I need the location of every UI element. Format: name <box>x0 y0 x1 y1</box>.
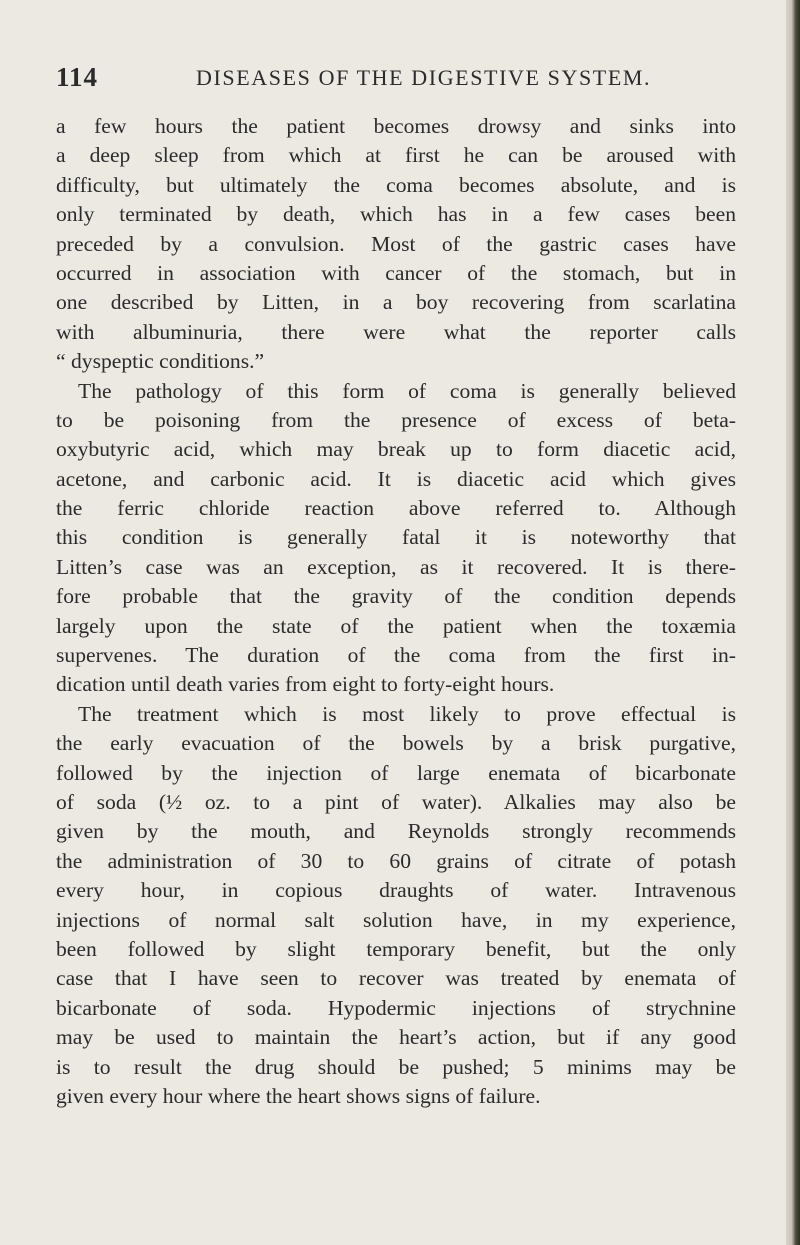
text-line: “ dyspeptic conditions.” <box>56 349 265 374</box>
text-line: difficulty, but ultimately the coma becomes absolute, and is <box>56 172 736 197</box>
text-line: is to result the drug should be pushed; 5 minims may be <box>56 1054 736 1079</box>
text-line: case that I have seen to recover was treated by enemata of <box>56 966 736 991</box>
text-line: one described by Litten, in a boy recovering from scarlatina <box>56 290 736 315</box>
text-line: bicarbonate of soda. Hypodermic injections of strychnine <box>56 995 736 1020</box>
text-line: The treatment which is most likely to prove effectual is <box>78 701 736 726</box>
text-line: may be used to maintain the heart’s action, but if any good <box>56 1025 736 1050</box>
page-header <box>56 62 736 98</box>
text-line: only terminated by death, which has in a few cases been <box>56 202 736 227</box>
text-line: the administration of 30 to 60 grains of citrate of potash <box>56 848 736 873</box>
page-edge <box>786 0 800 1245</box>
text-line: fore probable that the gravity of the condition depends <box>56 584 736 609</box>
text-line: the early evacuation of the bowels by a brisk purgative, <box>56 731 736 756</box>
text-line: followed by the injection of large enemata of bicarbonate <box>56 760 736 785</box>
text-line: oxybutyric acid, which may break up to form diacetic acid, <box>56 437 736 462</box>
text-line: the ferric chloride reaction above referred to. Although <box>56 496 736 521</box>
text-line: injections of normal salt solution have, in my experience, <box>56 907 736 932</box>
text-line: a few hours the patient becomes drowsy and sinks into <box>56 114 736 138</box>
text-line: been followed by slight temporary benefit, but the only <box>56 936 736 961</box>
body-text <box>56 112 736 1111</box>
text-line: occurred in association with cancer of the stomach, but in <box>56 260 736 285</box>
text-line: given every hour where the heart shows signs of failure. <box>56 1083 541 1108</box>
text-line: a deep sleep from which at first he can be aroused with <box>56 143 736 168</box>
running-head: DISEASES OF THE DIGESTIVE SYSTEM. <box>196 65 652 90</box>
text-line: of soda (½ oz. to a pint of water). Alkalies may also be <box>56 789 736 814</box>
text-line: dication until death varies from eight to forty-eight hours. <box>56 672 555 697</box>
text-line: acetone, and carbonic acid. It is diacetic acid which gives <box>56 466 736 491</box>
text-line: largely upon the state of the patient when the toxæmia <box>56 613 736 638</box>
text-line: given by the mouth, and Reynolds strongly recommends <box>56 819 736 844</box>
text-line: supervenes. The duration of the coma from the first in- <box>56 643 736 668</box>
text-line: preceded by a convulsion. Most of the gastric cases have <box>56 231 736 256</box>
page-number: 114 <box>56 62 99 92</box>
text-line: with albuminuria, there were what the reporter calls <box>56 319 736 344</box>
text-line: The pathology of this form of coma is generally believed <box>78 378 736 403</box>
text-line: this condition is generally fatal it is noteworthy that <box>56 525 736 550</box>
text-line: Litten’s case was an exception, as it recovered. It is there- <box>56 554 736 579</box>
text-line: to be poisoning from the presence of excess of beta- <box>56 407 736 432</box>
text-line: every hour, in copious draughts of water. Intravenous <box>56 878 736 903</box>
